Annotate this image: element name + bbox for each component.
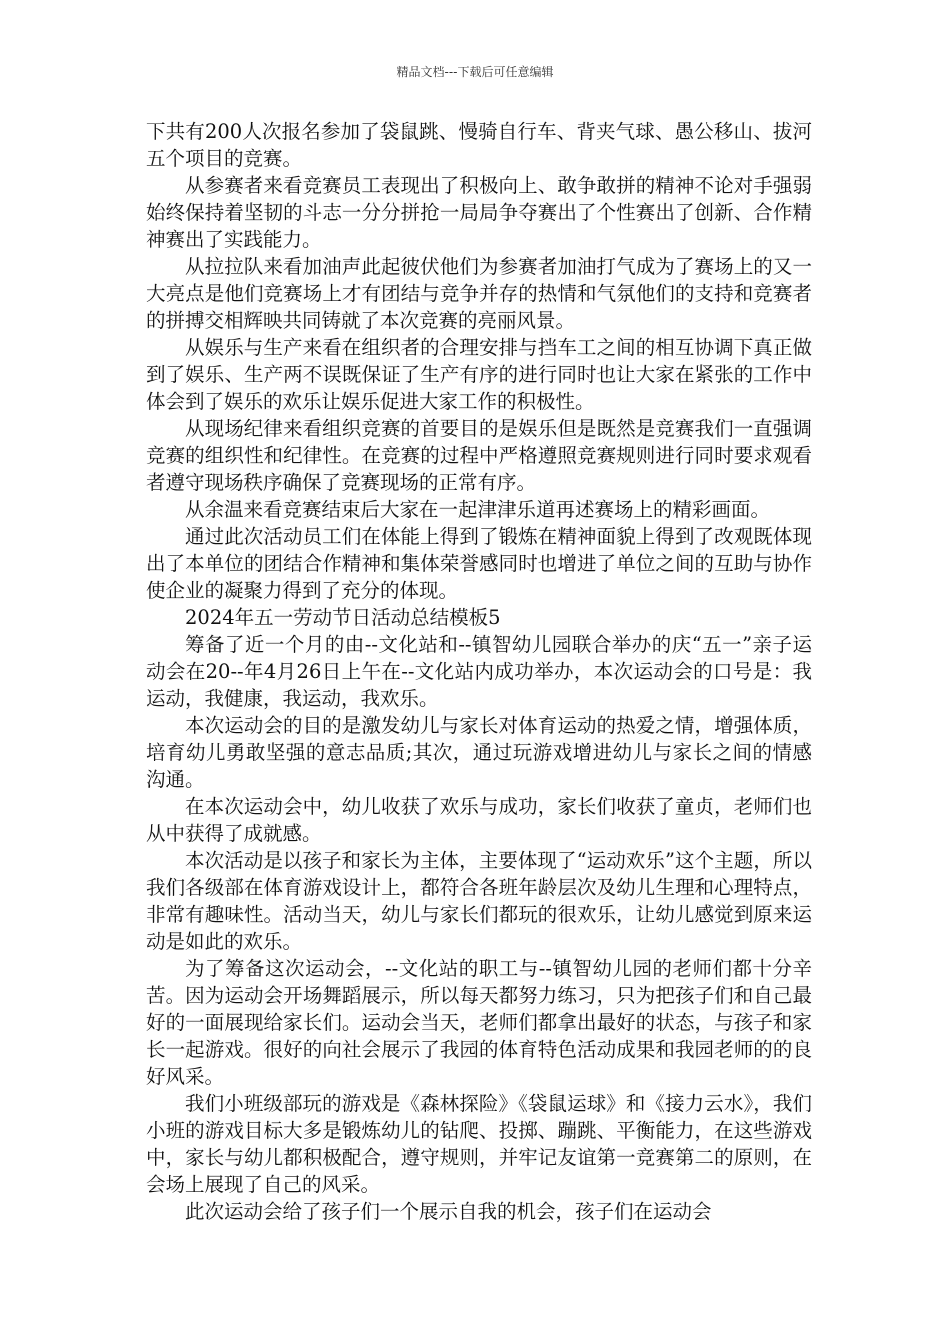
paragraph-2: 从参赛者来看竞赛员工表现出了积极向上、敢争敢拼的精神不论对手强弱始终保持着坚韧的斗志一分分拼抢一局局争夺赛出了个性赛出了创新、合作精神赛出了实践能力。 bbox=[146, 174, 812, 251]
paragraph-13: 我们小班级部玩的游戏是《森林探险》《袋鼠运球》和《接力云水》，我们小班的游戏目标大多是锻炼幼儿的钻爬、投掷、蹦跳、平衡能力，在这些游戏中，家长与幼儿都积极配合，遵守规则，并牢记友谊第一竞赛第二的原则，在会场上展现了自己的风采。 bbox=[146, 1092, 812, 1196]
paragraph-1: 下共有200人次报名参加了袋鼠跳、慢骑自行车、背夹气球、愚公移山、拔河五个项目的竞赛。 bbox=[146, 120, 812, 170]
section-title: 2024年五一劳动节日活动总结模板5 bbox=[185, 606, 501, 629]
paragraph-6: 从余温来看竞赛结束后大家在一起津津乐道再述赛场上的精彩画面。 bbox=[185, 498, 771, 521]
paragraph-5: 从现场纪律来看组织竞赛的首要目的是娱乐但是既然是竞赛我们一直强调竞赛的组织性和纪律性。在竞赛的过程中严格遵照竞赛规则进行同时要求观看者遵守现场秩序确保了竞赛现场的正常有序。 bbox=[146, 417, 812, 494]
paragraph-11: 本次活动是以孩子和家长为主体，主要体现了“运动欢乐”这个主题，所以我们各级部在体育游戏设计上，都符合各班年龄层次及幼儿生理和心理特点，非常有趣味性。活动当天，幼儿与家长们都玩的很欢乐，让幼儿感觉到原来运动是如此的欢乐。 bbox=[146, 849, 812, 953]
paragraph-7: 通过此次活动员工们在体能上得到了锻炼在精神面貌上得到了改观既体现出了本单位的团结合作精神和集体荣誉感同时也增进了单位之间的互助与协作使企业的凝聚力得到了充分的体现。 bbox=[146, 525, 812, 602]
paragraph-3: 从拉拉队来看加油声此起彼伏他们为参赛者加油打气成为了赛场上的又一大亮点是他们竞赛场上才有团结与竞争并存的热情和气氛他们的支持和竞赛者的拼搏交相辉映共同铸就了本次竞赛的亮丽风景。 bbox=[146, 255, 812, 332]
paragraph-10: 在本次运动会中，幼儿收获了欢乐与成功，家长们收获了童贞，老师们也从中获得了成就感。 bbox=[146, 795, 812, 845]
paragraph-8: 筹备了近一个月的由--文化站和--镇智幼儿园联合举办的庆“五一”亲子运动会在20--年4月26日上午在--文化站内成功举办，本次运动会的口号是：我运动，我健康，我运动，我欢乐。 bbox=[146, 633, 812, 710]
document-body bbox=[146, 118, 812, 1225]
paragraph-4: 从娱乐与生产来看在组织者的合理安排与挡车工之间的相互协调下真正做到了娱乐、生产两不误既保证了生产有序的进行同时也让大家在紧张的工作中体会到了娱乐的欢乐让娱乐促进大家工作的积极性。 bbox=[146, 336, 812, 413]
paragraph-12: 为了筹备这次运动会，--文化站的职工与--镇智幼儿园的老师们都十分辛苦。因为运动会开场舞蹈展示，所以每天都努力练习，只为把孩子们和自己最好的一面展现给家长们。运动会当天，老师们都拿出最好的状态，与孩子和家长一起游戏。很好的向社会展示了我园的体育特色活动成果和我园老师的的良好风采。 bbox=[146, 957, 812, 1088]
page-header: 精品文档---下载后可任意编辑 bbox=[396, 65, 554, 79]
paragraph-14: 此次运动会给了孩子们一个展示自我的机会，孩子们在运动会 bbox=[185, 1200, 712, 1223]
paragraph-9: 本次运动会的目的是激发幼儿与家长对体育运动的热爱之情，增强体质，培育幼儿勇敢坚强的意志品质;其次，通过玩游戏增进幼儿与家长之间的情感沟通。 bbox=[146, 714, 812, 791]
